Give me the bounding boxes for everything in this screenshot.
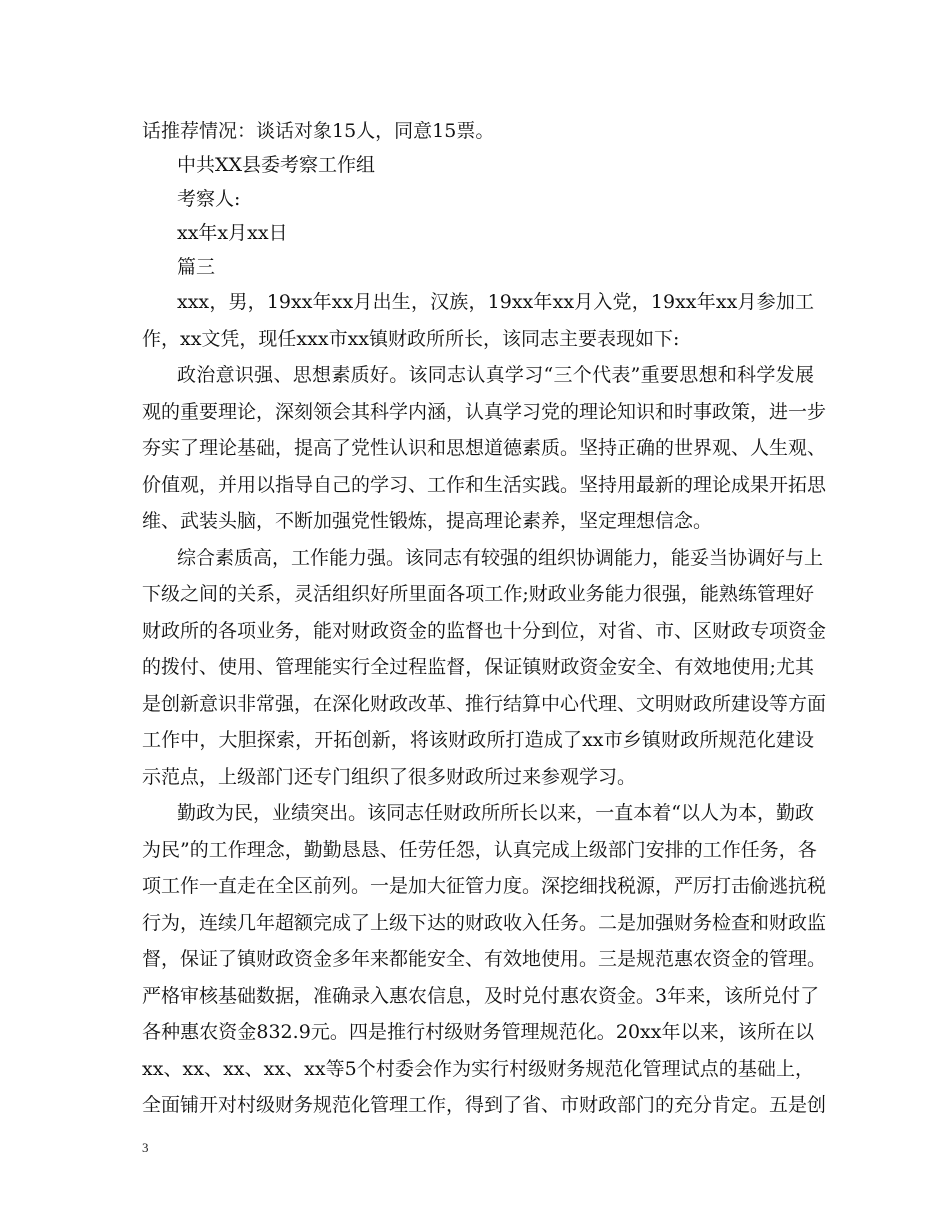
paragraph-line: xx、xx、xx、xx、xx等5个村委会作为实行村级财务规范化管理试点的基础上， [142, 1057, 814, 1080]
paragraph-line: 工作中，大胆探索，开拓创新，将该财政所打造成了xx市乡镇财政所规范化建设 [142, 729, 814, 751]
header-line: xx年x月xx日 [177, 222, 288, 244]
document-body [142, 114, 827, 1124]
paragraph-line: 价值观，并用以指导自己的学习、工作和生活实践。坚持用最新的理论成果开拓思 [142, 473, 827, 496]
paragraph-line: 夯实了理论基础，提高了党性认识和思想道德素质。坚持正确的世界观、人生观、 [142, 437, 827, 459]
paragraph-line: 观的重要理论，深刻领会其科学内涵，认真学习党的理论知识和时事政策，进一步 [142, 400, 827, 423]
paragraph-political [142, 357, 827, 540]
paragraph-line: 为民”的工作理念，勤勤恳恳、任劳任怨，认真完成上级部门安排的工作任务，各 [142, 838, 817, 861]
paragraph-line: 作，xx文凭，现任xxx市xx镇财政所所长，该同志主要表现如下: [142, 327, 680, 350]
paragraph-line: xxx，男，19xx年xx月出生，汉族，19xx年xx月入党，19xx年xx月参加工 [177, 291, 814, 313]
section-heading: 篇三 [177, 256, 216, 278]
paragraph-line: 财政所的各项业务，能对财政资金的监督也十分到位，对省、市、区财政专项资金 [142, 619, 827, 642]
paragraph-achievements [142, 795, 827, 1124]
paragraph-line: 维、武装头脑，不断加强党性锻炼，提高理论素养，坚定理想信念。 [142, 510, 713, 532]
header-line: 话推荐情况：谈话对象15人，同意15票。 [142, 120, 495, 142]
header-line: 中共XX县委考察工作组 [177, 154, 376, 176]
paragraph-line: 示范点，上级部门还专门组织了很多财政所过来参观学习。 [142, 765, 637, 788]
page-number: 3 [142, 1140, 149, 1155]
paragraph-line: 是创新意识非常强，在深化财政改革、推行结算中心代理、文明财政所建设等方面 [142, 692, 827, 715]
paragraph-line: 行为，连续几年超额完成了上级下达的财政收入任务。二是加强财务检查和财政监 [142, 911, 827, 934]
paragraph-ability [142, 540, 827, 796]
paragraph-line: 的拨付、使用、管理能实行全过程监督，保证镇财政资金安全、有效地使用;尤其 [142, 656, 814, 678]
paragraph-line: 各种惠农资金832.9元。四是推行村级财务管理规范化。20xx年以来，该所在以 [142, 1021, 814, 1043]
paragraph-line: 下级之间的关系，灵活组织好所里面各项工作;财政业务能力很强，能熟练管理好 [142, 583, 814, 605]
paragraph-line: 项工作一直走在全区前列。一是加大征管力度。深挖细找税源，严厉打击偷逃抗税 [142, 875, 827, 897]
paragraph-line: 督，保证了镇财政资金多年来都能安全、有效地使用。三是规范惠农资金的管理。 [142, 948, 827, 970]
paragraph-line: 全面铺开对村级财务规范化管理工作，得到了省、市财政部门的充分肯定。五是创 [142, 1094, 827, 1116]
paragraph-profile [142, 284, 814, 357]
paragraph-line: 综合素质高，工作能力强。该同志有较强的组织协调能力，能妥当协调好与上 [177, 546, 824, 569]
paragraph-line: 勤政为民，业绩突出。该同志任财政所所长以来，一直本着“以人为本，勤政 [177, 802, 814, 824]
paragraph-line: 严格审核基础数据，准确录入惠农信息，及时兑付惠农资金。3年来，该所兑付了 [142, 984, 820, 1007]
paragraph-line: 政治意识强、思想素质好。该同志认真学习“三个代表”重要思想和科学发展 [177, 364, 814, 386]
header-line: 考察人: [177, 188, 241, 210]
